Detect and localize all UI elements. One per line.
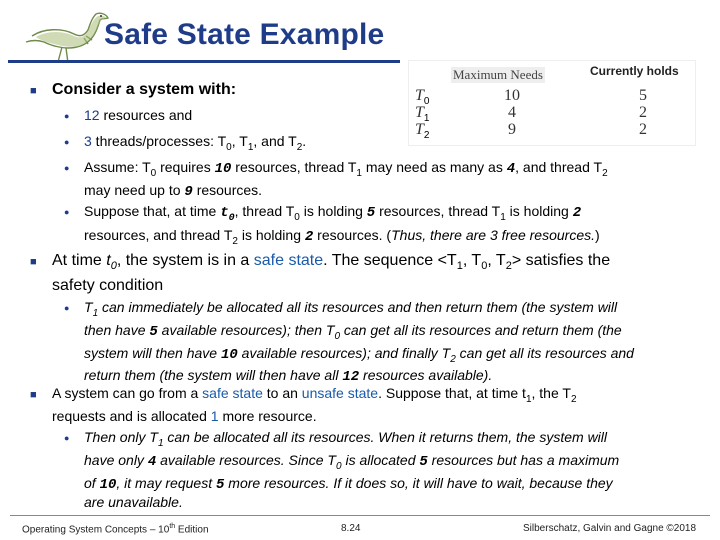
bullet-2-text: At time $t_0$, the system is in a safe state. The sequence $<T_1$, $T_0$, $T_2>$ satisfies the safety condition [52, 252, 611, 295]
table-thread-label: T [415, 87, 424, 104]
title-underline [8, 60, 400, 63]
footer-copyright: Silberschatz, Galvin and Gagne ©2018 [523, 523, 697, 534]
footer-page-number: 8.24 [341, 523, 361, 534]
sub-bullet-sequence: $T_1$ can immediately be allocated all its resources and then return them (the system will then have 5 available resources); then $T_0$ can get all its resources and return them (the system will then have 10 available resources); and finally $T_2$ can get all its resources and return them (the system will then have all 12 resources available). [84, 299, 634, 386]
bullet-dot-icon: ● [64, 207, 70, 217]
bullet-dot-icon: ● [64, 163, 70, 173]
table-max-value: 10 [504, 87, 520, 104]
table-header-max-needs: Maximum Needs [453, 67, 543, 82]
slide-title: Safe State Example [104, 18, 385, 51]
bullet-square-icon: ■ [30, 85, 37, 97]
bullet-dot-icon: ● [64, 303, 70, 313]
table-max-value: 4 [508, 104, 516, 121]
table-header-currently-holds: Currently holds [590, 64, 679, 78]
bullet-square-icon: ■ [30, 389, 37, 401]
sub-bullet-assume: Assume: $T_0$ requires 10 resources, thread $T_1$ may need as many as 4, and thread $T_2$ may need up to 9 resources. [84, 159, 608, 200]
table-thread-label: T [415, 104, 424, 121]
table-max-value: 9 [508, 121, 516, 138]
table-thread-sub: 0 [423, 96, 430, 108]
table-row [415, 121, 429, 141]
dinosaur-logo [22, 6, 110, 66]
bullet-dot-icon: ● [64, 137, 70, 147]
table-thread-sub: 2 [423, 130, 430, 142]
bullet-square-icon: ■ [30, 256, 37, 268]
table-holds-value: 2 [639, 121, 647, 138]
bullet-1-text: Consider a system with: [52, 81, 237, 98]
table-thread-label: T [415, 121, 424, 138]
sub-bullet-suppose: Suppose that, at time $t_0$, thread $T_0$ is holding 5 resources, thread $T_1$ is holding 2 resources, and thread $T_2$ is holding 2 resources. (Thus, there are 3 free resources.) [84, 203, 600, 247]
table-holds-value: 2 [639, 104, 647, 121]
footer-book-title: Operating System Concepts – 10th Edition [22, 523, 209, 536]
table-thread-sub: 1 [423, 113, 430, 125]
resource-table [408, 60, 696, 146]
footer-divider [10, 515, 710, 516]
table-holds-value: 5 [639, 87, 647, 104]
bullet-3-text: A system can go from a safe state to an unsafe state. Suppose that, at time $t_1$, the $T_2$ requests and is allocated 1 more resource. [52, 385, 577, 424]
sub-bullet-threads: 3 threads/processes: $T_0$, $T_1$, and $T_2$. [84, 133, 307, 153]
sub-bullet-unsafe: Then only $T_1$ can be allocated all its resources. When it returns them, the system will have only 4 available resources. Since $T_0$ is allocated 5 resources but has a maximum of 10, it may request 5 more resources. If it does so, it will have to wait, because they are unavailable. [84, 429, 620, 510]
bullet-dot-icon: ● [64, 111, 70, 121]
sub-bullet-resources: 12 resources and [84, 107, 193, 123]
bullet-dot-icon: ● [64, 433, 70, 443]
